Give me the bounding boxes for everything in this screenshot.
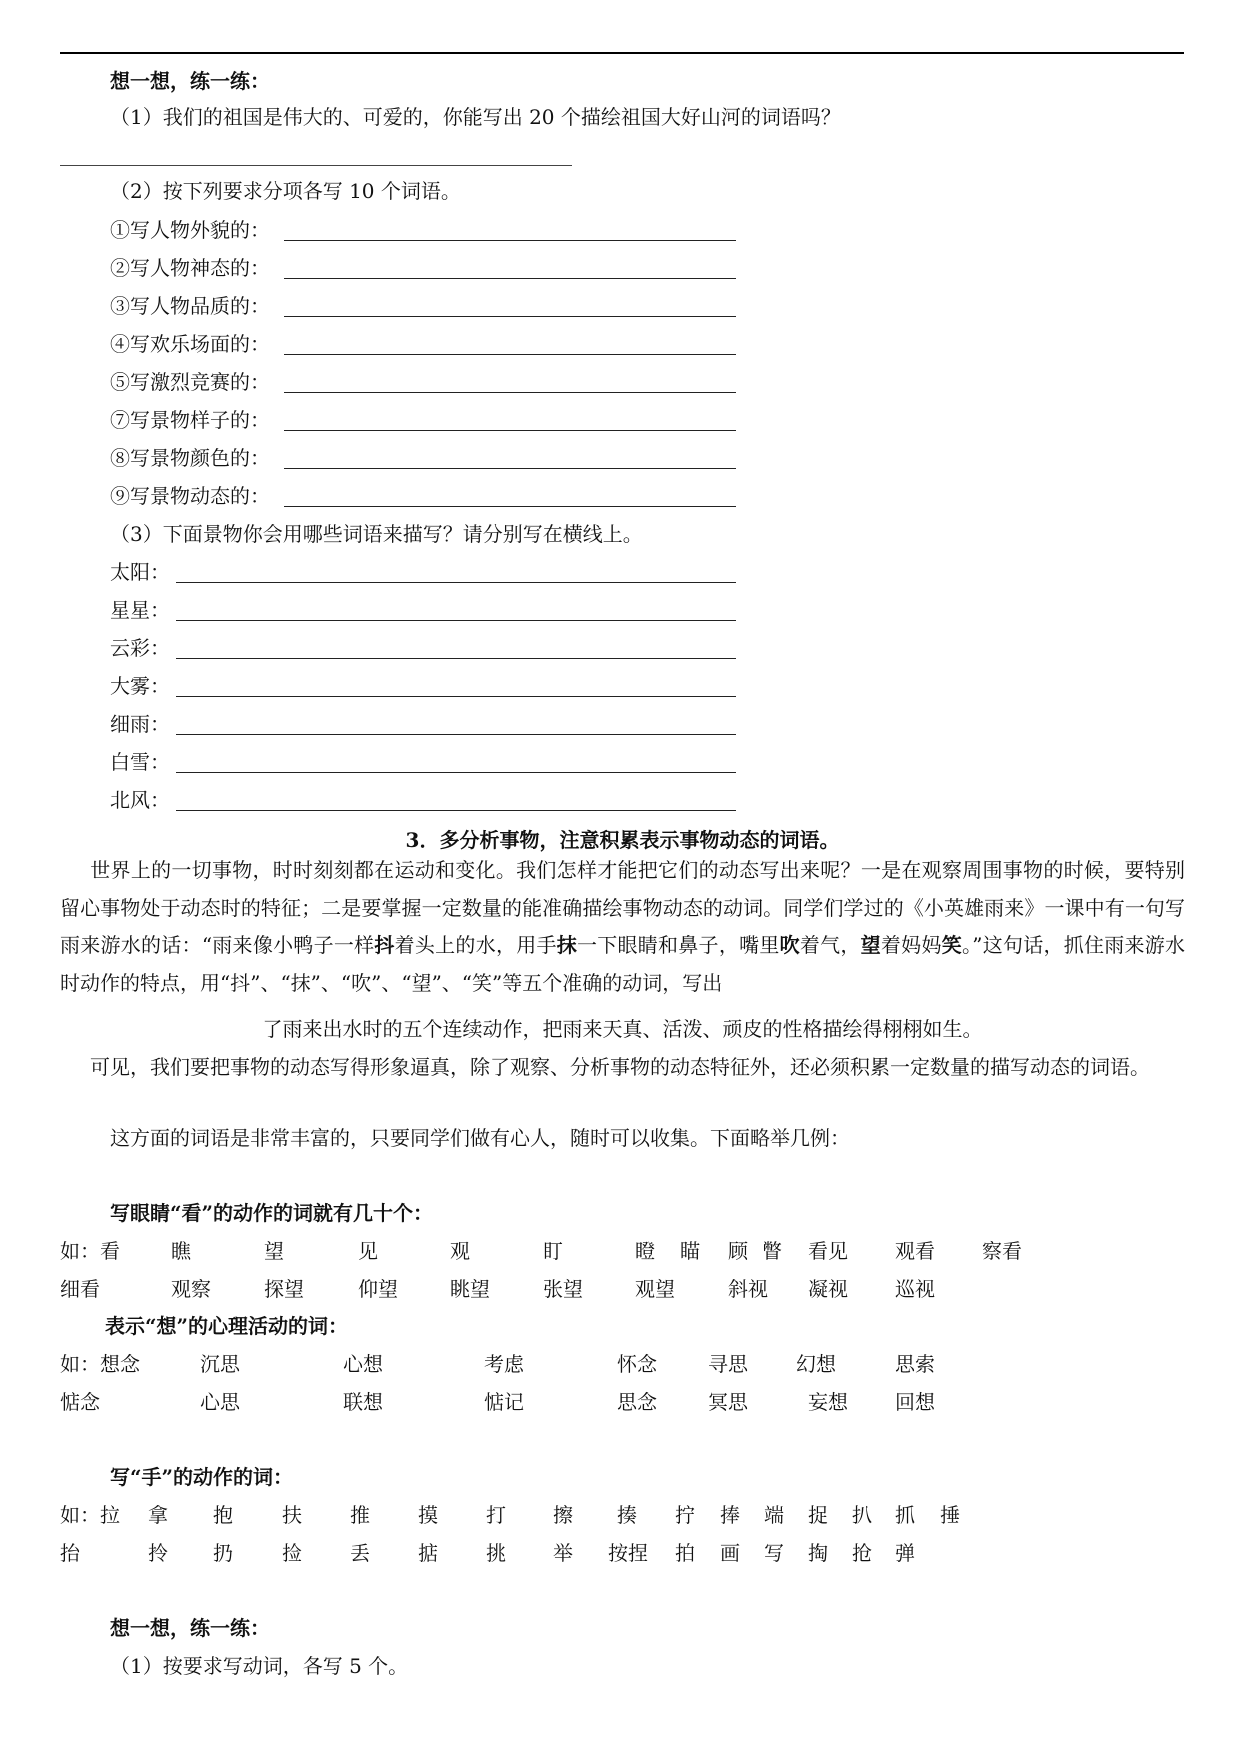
q2-item-1-line[interactable] [284, 240, 736, 241]
question-1: （1）我们的祖国是伟大的、可爱的，你能写出 20 个描绘祖国大好山河的词语吗？ [110, 105, 841, 129]
q2-item-5-line[interactable] [284, 392, 736, 393]
look-word: 顾 [728, 1239, 748, 1263]
hand-word: 拎 [148, 1541, 168, 1565]
think-word: 沉思 [200, 1352, 240, 1376]
q2-item-6-label: ⑦写景物样子的： [110, 408, 270, 432]
question-2: （2）按下列要求分项各写 10 个词语。 [110, 179, 461, 203]
hand-word: 拿 [148, 1503, 168, 1527]
think-word: 怀念 [617, 1352, 657, 1376]
think-word: 思念 [617, 1390, 657, 1414]
q2-item-8-label: ⑨写景物动态的： [110, 484, 270, 508]
hand-word: 扶 [282, 1503, 302, 1527]
q3-item-7-label: 北风： [110, 788, 170, 812]
q2-item-7-label: ⑧写景物颜色的： [110, 446, 270, 470]
hand-word: 弹 [895, 1541, 915, 1565]
q3-item-1-line[interactable] [176, 582, 736, 583]
hand-word: 捡 [282, 1541, 302, 1565]
q3-item-2-line[interactable] [176, 620, 736, 621]
keyword-xiao: 笑 [941, 933, 962, 957]
look-word: 瞧 [171, 1239, 191, 1263]
look-word: 瞥 [762, 1239, 782, 1263]
look-word: 巡视 [895, 1277, 935, 1301]
paragraph-1-last-line: 了雨来出水时的五个连续动作，把雨来天真、活泼、顽皮的性格描绘得栩栩如生。 [262, 1017, 983, 1041]
look-word: 察看 [982, 1239, 1022, 1263]
hand-word: 按捏 [608, 1541, 648, 1565]
q3-item-5-label: 细雨： [110, 712, 170, 736]
q2-item-2-line[interactable] [284, 278, 736, 279]
hand-word: 抢 [852, 1541, 872, 1565]
hand-word: 画 [720, 1541, 740, 1565]
hand-word: 摸 [418, 1503, 438, 1527]
hand-word: 推 [350, 1503, 370, 1527]
look-word: 如：看 [60, 1239, 120, 1263]
hand-word: 揍 [617, 1503, 637, 1527]
q3-item-3-line[interactable] [176, 658, 736, 659]
look-word: 张望 [543, 1277, 583, 1301]
look-word: 观察 [171, 1277, 211, 1301]
hand-word: 抬 [60, 1541, 80, 1565]
q3-item-1-label: 太阳： [110, 560, 170, 584]
keyword-mo: 抹 [556, 933, 577, 957]
practice-title-1: 想一想，练一练： [110, 69, 270, 93]
hand-word: 端 [764, 1503, 784, 1527]
think-word: 考虑 [484, 1352, 524, 1376]
think-word: 如：想念 [60, 1352, 140, 1376]
look-word: 瞪 [635, 1239, 655, 1263]
q2-item-3-label: ③写人物品质的： [110, 294, 270, 318]
look-words-title: 写眼睛“看”的动作的词就有几十个： [110, 1201, 434, 1225]
hand-word: 擦 [553, 1503, 573, 1527]
look-word: 斜视 [728, 1277, 768, 1301]
think-word: 惦记 [484, 1390, 524, 1414]
q3-item-6-line[interactable] [176, 772, 736, 773]
hand-word: 打 [486, 1503, 506, 1527]
think-word: 心想 [343, 1352, 383, 1376]
q3-item-5-line[interactable] [176, 734, 736, 735]
look-word: 仰望 [358, 1277, 398, 1301]
think-word: 惦念 [60, 1390, 100, 1414]
q3-item-2-label: 星星： [110, 598, 170, 622]
hand-word: 抓 [895, 1503, 915, 1527]
paragraph-1: 世界上的一切事物，时时刻刻都在运动和变化。我们怎样才能把它们的动态写出来呢？一是在观察周围事物的时候，要特别留心事物处于动态时的特征；二是要掌握一定数量的能准确描绘事物动态的动词。同学们学过的《小英雄雨来》一课中有一句写雨来游水的话：“雨来像小鸭子一样抖着头上的水，用手抹一下眼睛和鼻子，嘴里吹着气，望着妈妈笑。”这句话，抓住雨来游水时动作的特点，用“抖”、“抹”、“吹”、“望”、“笑”等五个准确的动词，写出 [60, 858, 1186, 995]
hand-word: 捧 [720, 1503, 740, 1527]
think-words-title: 表示“想”的心理活动的词： [105, 1314, 349, 1338]
hand-word: 拍 [675, 1541, 695, 1565]
q3-item-7-line[interactable] [176, 810, 736, 811]
hand-word: 扔 [213, 1541, 233, 1565]
hand-word: 举 [553, 1541, 573, 1565]
q2-item-4-label: ④写欢乐场面的： [110, 332, 270, 356]
hand-word: 掏 [808, 1541, 828, 1565]
hand-word: 掂 [418, 1541, 438, 1565]
q2-item-8-line[interactable] [284, 506, 736, 507]
think-word: 思索 [895, 1352, 935, 1376]
think-word: 心思 [200, 1390, 240, 1414]
answer-line-q1[interactable] [60, 165, 572, 166]
think-word: 联想 [343, 1390, 383, 1414]
hand-word: 如：拉 [60, 1503, 120, 1527]
hand-word: 拧 [675, 1503, 695, 1527]
look-word: 见 [358, 1239, 378, 1263]
q3-item-3-label: 云彩： [110, 636, 170, 660]
section-heading: 3．多分析事物，注意积累表示事物动态的词语。 [405, 828, 840, 852]
q2-item-4-line[interactable] [284, 354, 736, 355]
think-word: 寻思 [708, 1352, 748, 1376]
hand-word: 挑 [486, 1541, 506, 1565]
look-word: 望 [264, 1239, 284, 1263]
paragraph-2: 可见，我们要把事物的动态写得形象逼真，除了观察、分析事物的动态特征外，还必须积累一定数量的描写动态的词语。 [90, 1055, 1150, 1079]
look-word: 看见 [808, 1239, 848, 1263]
hand-word: 捉 [808, 1503, 828, 1527]
look-word: 盯 [543, 1239, 563, 1263]
look-word: 观看 [895, 1239, 935, 1263]
keyword-dou: 抖 [374, 933, 395, 957]
q2-item-7-line[interactable] [284, 468, 736, 469]
look-word: 观望 [635, 1277, 675, 1301]
hand-word: 扒 [852, 1503, 872, 1527]
look-word: 瞄 [680, 1239, 700, 1263]
q2-item-1-label: ①写人物外貌的： [110, 218, 270, 242]
think-word: 回想 [895, 1390, 935, 1414]
look-word: 凝视 [808, 1277, 848, 1301]
q2-item-6-line[interactable] [284, 430, 736, 431]
paragraph-3: 这方面的词语是非常丰富的，只要同学们做有心人，随时可以收集。下面略举几例： [110, 1126, 850, 1150]
hand-words-title: 写“手”的动作的词： [110, 1465, 294, 1489]
q3-item-4-line[interactable] [176, 696, 736, 697]
look-word: 细看 [60, 1277, 100, 1301]
practice-title-2: 想一想，练一练： [110, 1616, 270, 1640]
q3-item-6-label: 白雪： [110, 750, 170, 774]
q2-item-3-line[interactable] [284, 316, 736, 317]
think-word: 冥思 [708, 1390, 748, 1414]
hand-word: 抱 [213, 1503, 233, 1527]
look-word: 眺望 [450, 1277, 490, 1301]
think-word: 幻想 [796, 1352, 836, 1376]
q3-item-4-label: 大雾： [110, 674, 170, 698]
look-word: 探望 [264, 1277, 304, 1301]
question-3: （3）下面景物你会用哪些词语来描写？请分别写在横线上。 [110, 522, 643, 546]
keyword-wang: 望 [860, 933, 881, 957]
q2-item-2-label: ②写人物神态的： [110, 256, 270, 280]
keyword-chui: 吹 [779, 933, 800, 957]
hand-word: 捶 [940, 1503, 960, 1527]
q2-item-5-label: ⑤写激烈竞赛的： [110, 370, 270, 394]
think-word: 妄想 [808, 1390, 848, 1414]
header-rule [60, 52, 1184, 54]
hand-word: 丢 [350, 1541, 370, 1565]
practice-2-question-1: （1）按要求写动词，各写 5 个。 [110, 1654, 409, 1678]
look-word: 观 [450, 1239, 470, 1263]
hand-word: 写 [764, 1541, 784, 1565]
